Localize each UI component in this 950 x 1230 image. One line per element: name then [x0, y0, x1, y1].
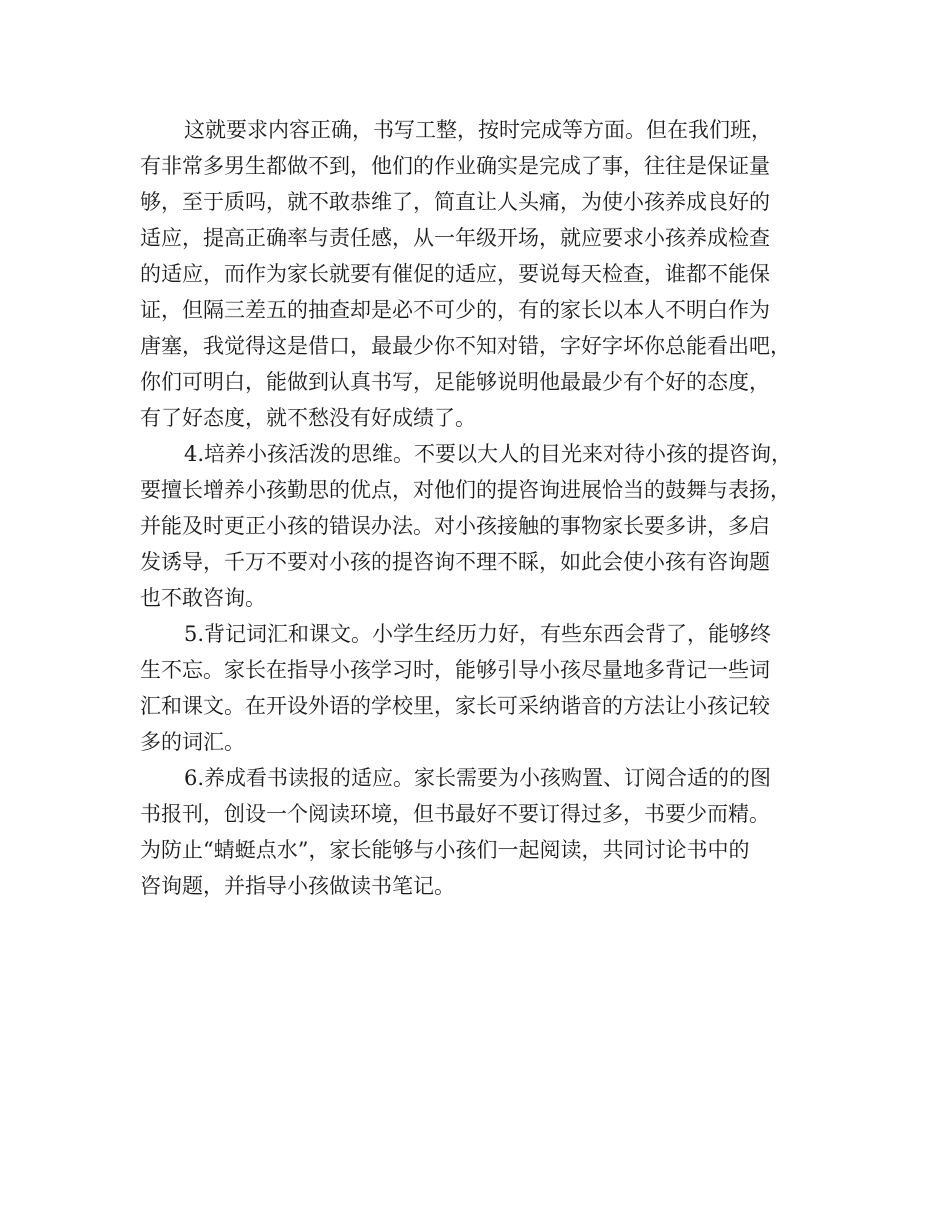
- text-line: 生不忘。家长在指导小孩学习时，能够引导小孩尽量地多背记一些词: [140, 658, 770, 682]
- text-line: 证，但隔三差五的抽查却是必不可少的，有的家长以本人不明白作为: [140, 298, 770, 322]
- text-line: 这就要求内容正确，书写工整，按时完成等方面。但在我们班，: [184, 118, 772, 142]
- text-line: 的适应，而作为家长就要有催促的适应，要说每天检查，谁都不能保: [140, 262, 770, 286]
- text-line: 4.培养小孩活泼的思维。不要以大人的目光来对待小孩的提咨询，: [184, 442, 793, 466]
- text-line: 有非常多男生都做不到，他们的作业确实是完成了事，往往是保证量: [140, 154, 770, 178]
- text-line: 适应，提高正确率与责任感，从一年级开场，就应要求小孩养成检查: [140, 226, 770, 250]
- text-line: 也不敢咨询。: [140, 586, 266, 610]
- paragraph: [140, 112, 830, 436]
- text-line: 发诱导，千万不要对小孩的提咨询不理不睬，如此会使小孩有咨询题: [140, 550, 770, 574]
- text-line: 你们可明白，能做到认真书写，足能够说明他最最少有个好的态度，: [140, 370, 770, 394]
- text-line: 咨询题，并指导小孩做读书笔记。: [140, 874, 455, 898]
- text-line: 并能及时更正小孩的错误办法。对小孩接触的事物家长要多讲，多启: [140, 514, 770, 538]
- text-line: 唐塞，我觉得这是借口，最最少你不知对错，字好字坏你总能看出吧，: [140, 334, 791, 358]
- text-line: 有了好态度，就不愁没有好成绩了。: [140, 406, 476, 430]
- paragraph: [140, 616, 830, 760]
- paragraph: [140, 436, 830, 616]
- text-line: 要擅长增养小孩勤思的优点，对他们的提咨询进展恰当的鼓舞与表扬，: [140, 478, 791, 502]
- text-line: 汇和课文。在开设外语的学校里，家长可采纳谐音的方法让小孩记较: [140, 694, 770, 718]
- paragraph: [140, 760, 830, 904]
- text-line: 6.养成看书读报的适应。家长需要为小孩购置、订阅合适的的图: [184, 766, 772, 790]
- document-body: [140, 112, 830, 904]
- text-line: 5.背记词汇和课文。小学生经历力好，有些东西会背了，能够终: [184, 622, 772, 646]
- text-line: 多的词汇。: [140, 730, 245, 754]
- text-line: 书报刊，创设一个阅读环境，但书最好不要订得过多，书要少而精。: [140, 802, 770, 826]
- text-line: 够，至于质吗，就不敢恭维了，简直让人头痛，为使小孩养成良好的: [140, 190, 770, 214]
- text-line: 为防止“蜻蜓点水”，家长能够与小孩们一起阅读，共同讨论书中的: [140, 838, 750, 862]
